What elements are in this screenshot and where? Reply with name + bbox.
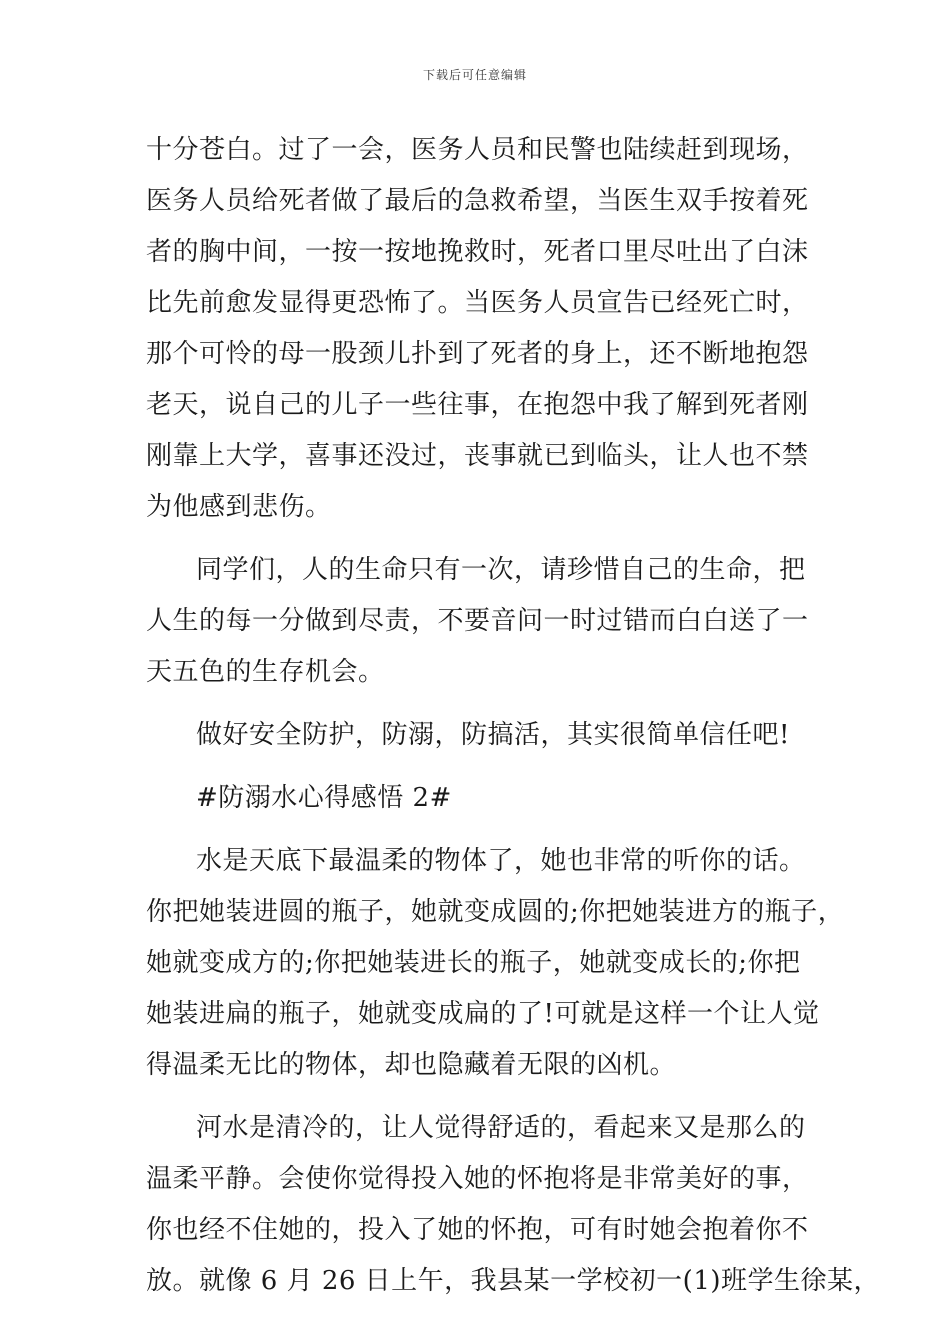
paragraph-1 xyxy=(146,125,836,533)
document-body xyxy=(146,125,881,1307)
paragraph-2 xyxy=(146,545,836,698)
section-heading xyxy=(146,773,836,824)
text-line: 那个可怜的母一股颈儿扑到了死者的身上，还不断地抱怨 xyxy=(146,339,809,369)
text-line: #防溺水心得感悟 2# xyxy=(196,783,452,813)
text-line: 水是天底下最温柔的物体了，她也非常的听你的话。 xyxy=(196,846,806,876)
text-line: 比先前愈发显得更恐怖了。当医务人员宣告已经死亡时， xyxy=(146,288,809,318)
text-line: 十分苍白。过了一会，医务人员和民警也陆续赶到现场， xyxy=(146,135,809,165)
text-line: 温柔平静。会使你觉得投入她的怀抱将是非常美好的事， xyxy=(146,1164,809,1194)
paragraph-5 xyxy=(146,1103,881,1307)
text-line: 刚靠上大学，喜事还没过，丧事就已到临头，让人也不禁 xyxy=(146,441,809,471)
text-line: 得温柔无比的物体，却也隐藏着无限的凶机。 xyxy=(146,1050,677,1080)
text-line: 做好安全防护，防溺，防搞活，其实很简单信任吧! xyxy=(196,720,790,750)
text-line: 她装进扁的瓶子，她就变成扁的了!可就是这样一个让人觉 xyxy=(146,999,820,1029)
text-line: 医务人员给死者做了最后的急救希望，当医生双手按着死 xyxy=(146,186,809,216)
paragraph-3 xyxy=(146,710,836,761)
text-line: 老天，说自己的儿子一些往事，在抱怨中我了解到死者刚 xyxy=(146,390,809,420)
text-line: 你把她装进圆的瓶子，她就变成圆的;你把她装进方的瓶子， xyxy=(146,897,845,927)
text-line: 河水是清冷的，让人觉得舒适的，看起来又是那么的 xyxy=(196,1113,806,1143)
text-line: 天五色的生存机会。 xyxy=(146,657,385,687)
text-line: 放。就像 6 月 26 日上午，我县某一学校初一(1)班学生徐某， xyxy=(146,1266,881,1296)
paragraph-4 xyxy=(146,836,845,1091)
header-note: 下载后可任意编辑 xyxy=(422,68,527,82)
text-line: 人生的每一分做到尽责，不要音问一时过错而白白送了一 xyxy=(146,606,809,636)
text-line: 她就变成方的;你把她装进长的瓶子，她就变成长的;你把 xyxy=(146,948,801,978)
text-line: 为他感到悲伤。 xyxy=(146,492,332,522)
text-line: 同学们，人的生命只有一次，请珍惜自己的生命，把 xyxy=(196,555,806,585)
text-line: 者的胸中间，一按一按地挽救时，死者口里尽吐出了白沫 xyxy=(146,237,809,267)
text-line: 你也经不住她的，投入了她的怀抱，可有时她会抱着你不 xyxy=(146,1215,809,1245)
